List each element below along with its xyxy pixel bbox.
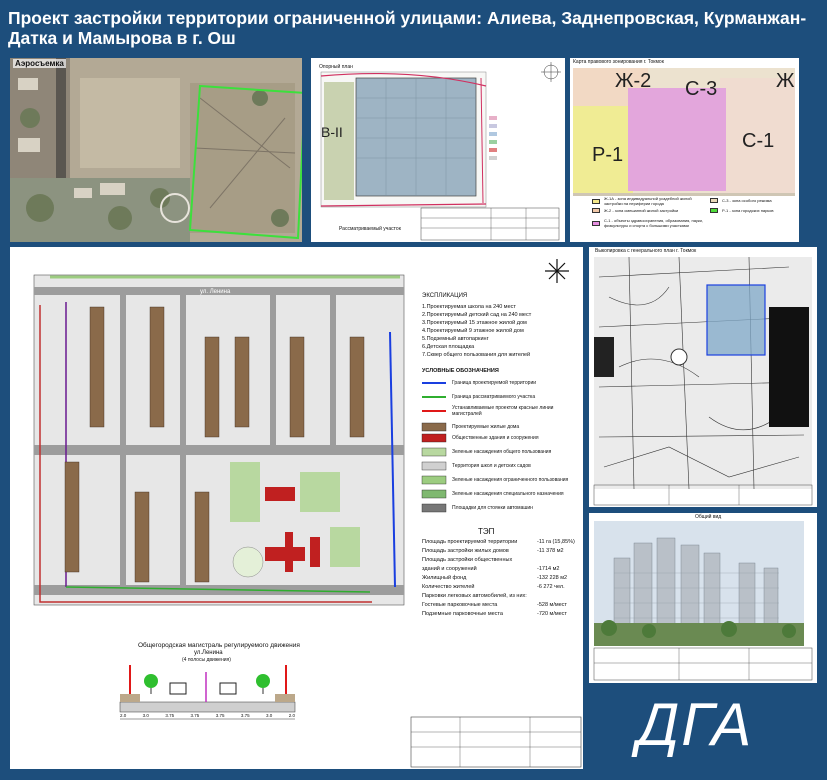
master-plan-panel — [10, 247, 583, 769]
zone-s1: С-1 — [742, 130, 775, 152]
explication-title: ЭКСПЛИКАЦИЯ — [422, 293, 468, 299]
explication-item: 1.Проектируемая школа на 240 мест — [422, 304, 516, 310]
tep-value: -6 272 чел. — [537, 584, 565, 590]
section-dim: 2.0 — [288, 713, 295, 718]
tep-row — [422, 601, 582, 610]
zoning-panel — [570, 58, 799, 242]
convention-text: Зеленые насаждения ограниченного пользования — [452, 477, 569, 483]
street-top-label: ул. Ленина — [200, 289, 231, 295]
section-dim: 3.75 — [240, 713, 250, 718]
tep-value: -11 га (15,85%) — [537, 539, 575, 545]
zoning-legend-text: Ж-2 - зона смешанной жилой застройки — [604, 208, 679, 213]
zoning-legend-text: С-1 - объекты здравоохранения, образования, науки, физкультуры и спорта с большими участками — [604, 218, 704, 228]
section-dim: 3.75 — [215, 713, 225, 718]
tep-key: Парковки легковых автомобилей, из них: — [422, 593, 527, 599]
tep-row — [422, 547, 582, 556]
convention-text: Проектируемые жилые дома — [452, 424, 520, 430]
section-dim: 3.75 — [165, 713, 175, 718]
explication-item: 4.Проектируемый 9 этажное жилой дом — [422, 328, 524, 334]
page-title: Проект застройки территории ограниченной улицами: Алиева, Заднепровская, Курманжан-Датка и Мамырова в г. Ош — [8, 8, 807, 48]
base-plan-label: Опорный план — [319, 64, 353, 70]
convention-text: Граница рассматриваемого участка — [452, 394, 536, 400]
zoning-legend-item — [592, 196, 709, 206]
render-panel — [589, 513, 817, 683]
tep-key: Жилищный фонд — [422, 575, 467, 581]
explication-item: 6.Детская площадка — [422, 344, 475, 350]
tep-value — [537, 556, 582, 565]
tep-row — [422, 592, 582, 601]
aerial-panel — [10, 58, 302, 242]
section-dims — [120, 713, 295, 718]
tep-key: Количество жителей — [422, 584, 475, 590]
section-dim: 3.0 — [266, 713, 273, 718]
excerpt-map — [589, 247, 817, 507]
zoning-swatch — [592, 199, 600, 204]
parcel-label: Рассматриваемый участок — [339, 226, 401, 232]
excerpt-panel — [589, 247, 817, 507]
base-plan-drawing — [311, 58, 565, 242]
tep-title: ТЭП — [478, 527, 495, 536]
convention-text: Площадки для стоянки автомашин — [452, 505, 533, 511]
zoning-legend-item — [710, 198, 799, 203]
zoning-swatch — [710, 208, 718, 213]
tep-row — [422, 565, 582, 574]
convention-text: Зеленые насаждения общего пользования — [452, 449, 552, 455]
base-plan-panel — [311, 58, 565, 242]
tep-key: Подземные парковочные места — [422, 611, 503, 617]
render-label: Общий вид — [695, 514, 722, 520]
tep-value: -528 м/мест — [537, 602, 567, 608]
zone-zh: Ж — [776, 70, 795, 92]
tep-table — [422, 538, 582, 619]
tep-row — [422, 583, 582, 592]
tep-value: -132 228 м2 — [537, 575, 568, 581]
base-plan-zone-label: В-II — [321, 124, 343, 140]
conventions-title: УСЛОВНЫЕ ОБОЗНАЧЕНИЯ — [422, 368, 499, 374]
aerial-label: Аэросъемка — [15, 59, 64, 68]
zoning-swatch — [592, 208, 600, 213]
zoning-legend-item — [592, 208, 709, 213]
render-image — [589, 513, 817, 683]
zoning-legend-item — [592, 218, 709, 228]
zoning-legend-text: Ж-1А - зона индивидуальной усадебной жилой застройки на периферии города — [604, 196, 692, 206]
aerial-photo — [10, 58, 302, 242]
tep-key: Площадь проектируемой территории — [422, 539, 518, 545]
section-street: ул.Ленина — [194, 650, 223, 656]
section-dim: 3.0 — [142, 713, 149, 718]
zone-r1: Р-1 — [592, 144, 624, 166]
dga-logo — [589, 688, 817, 770]
dga-text: ДГА — [637, 691, 754, 758]
section-dim: 2.0 — [120, 713, 127, 718]
excerpt-label: Выкопировка с генерального план г. Токмок — [595, 248, 697, 254]
zoning-legend-item — [710, 208, 799, 213]
section-title: Общегородская магистраль регулируемого движения — [138, 642, 300, 649]
zoning-swatch — [710, 198, 718, 203]
convention-text: Граница проектируемой территории — [452, 380, 537, 386]
zoning-legend-text: С-3 - зона особого режима — [722, 198, 772, 203]
convention-text: Территория школ и детских садов — [452, 463, 531, 469]
zone-s3: С-3 — [685, 78, 718, 100]
tep-row — [422, 556, 582, 565]
explication-list — [422, 303, 531, 359]
tep-value — [537, 592, 582, 601]
tep-value: -720 м/мест — [537, 611, 567, 617]
zone-zh2: Ж-2 — [615, 70, 652, 92]
section-dim: 3.75 — [190, 713, 200, 718]
explication-item: 5.Подземный автопаркинг — [422, 336, 489, 342]
tep-value: -11 378 м2 — [537, 548, 564, 554]
explication-item: 3.Проектируемый 15 этажное жилой дом — [422, 320, 527, 326]
zoning-label: Карта правового зонирования г. Токмок — [573, 59, 664, 65]
convention-text: Общественные здания и сооружения — [452, 435, 539, 441]
convention-text: Зеленые насаждения специального назначения — [452, 491, 564, 497]
explication-item: 7.Сквер общего пользования для жителей — [422, 352, 531, 358]
tep-key: Площадь застройки жилых домов — [422, 548, 509, 554]
tep-key: зданий и сооружений — [422, 566, 477, 572]
zoning-legend-text: Р-1 - зона городских парков — [722, 208, 774, 213]
zoning-swatch — [592, 221, 600, 226]
explication-item: 2.Проектируемый детский сад на 240 мест — [422, 312, 532, 318]
tep-value: -1714 м2 — [537, 566, 560, 572]
section-lanes: (4 полосы движения) — [182, 657, 231, 663]
tep-key: Площадь застройки общественных — [422, 557, 513, 563]
convention-text: Устанавливаемые проектом красные линии магистралей — [452, 405, 554, 417]
tep-row — [422, 574, 582, 583]
tep-row — [422, 538, 582, 547]
tep-key: Гостевые парковочные места — [422, 602, 498, 608]
tep-row — [422, 610, 582, 619]
